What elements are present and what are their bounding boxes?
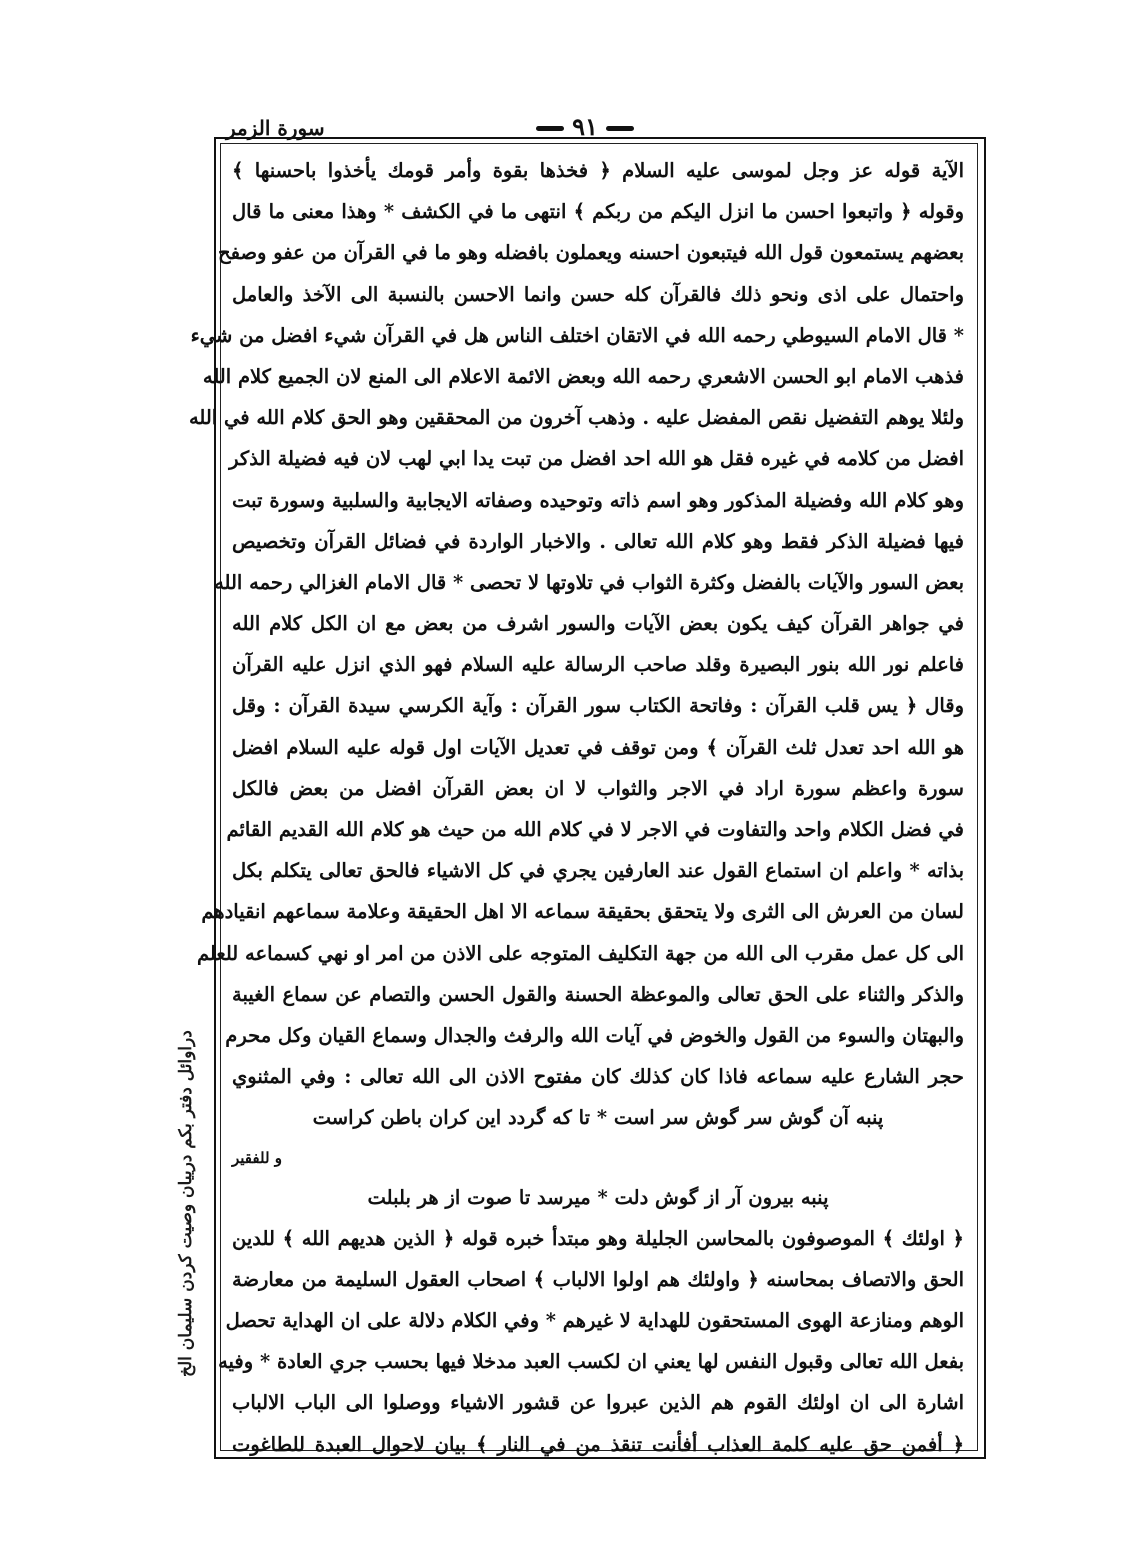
text-line: حجر الشارع عليه سماعه فاذا كان كذلك كان مفتوح الاذن الى الله تعالى : وفي المثنوي: [232, 1065, 964, 1089]
text-line: بفعل الله تعالى وقبول النفس لها يعني ان لكسب العبد مدخلا فيها بحسب جري العادة * وفيه: [218, 1350, 964, 1374]
text-line: فاعلم نور الله بنور البصيرة وقلد صاحب الرسالة عليه السلام فهو الذي انزل عليه القرآن: [232, 653, 964, 677]
text-line: الآية قوله عز وجل لموسى عليه السلام ﴿ فخذها بقوة وأمر قومك يأخذوا باحسنها ﴾: [232, 159, 964, 182]
margin-note: دراوائل دفتر بكم درييان وصيت كردن سليمان الخ: [176, 1030, 196, 1377]
text-line: بعضهم يستمعون قول الله فيتبعون احسنه ويعملون بافضله وهو ما في القرآن من عفو وصفح: [218, 241, 964, 265]
text-line: * قال الامام السيوطي رحمه الله في الاتقان اختلف الناس هل في القرآن شيء افضل من شيء: [190, 323, 964, 347]
verse-attribution: و للفقير: [232, 1148, 282, 1167]
text-line: فيها فضيلة الذكر فقط وهو كلام الله تعالى . والاخبار الواردة في فضائل القرآن وتخصيص: [232, 529, 964, 553]
text-line: بذاته * واعلم ان استماع القول عند العارفين يجري في كل الاشياء فالحق تعالى يتكلم بكل: [232, 859, 964, 883]
text-line: افضل من كلامه في غيره فقل هو الله احد افضل من تبت يدا ابي لهب لان فيه فضيلة الذكر: [229, 447, 964, 471]
text-line: الحق والاتصاف بمحاسنه ﴿ واولئك هم اولوا الالباب ﴾ اصحاب العقول السليمة من معارضة: [232, 1267, 964, 1291]
text-line: والبهتان والسوء من القول والخوض في آيات الله والرفث والجدال وسماع القيان وكل محرم: [225, 1023, 964, 1047]
text-line: ولئلا يوهم التفضيل نقص المفضل عليه . وذهب آخرون من المحققين وهو الحق كلام الله في الله: [188, 406, 964, 430]
page-number: ٩١: [520, 112, 650, 141]
text-line: فذهب الامام ابو الحسن الاشعري رحمه الله وبعض الائمة الاعلام الى المنع لان الجميع كلام الله: [202, 364, 964, 388]
text-line: وهو كلام الله وفضيلة المذكور وهو اسم ذاته وتوحيده وصفاته الايجابية والسلبية وسورة تبت: [232, 488, 964, 512]
verse-line: پنبه بيرون آر از گوش دلت * ميرسد تا صوت از هر بلبلت: [367, 1185, 829, 1209]
text-line: والذكر والثناء على الحق تعالى والموعظة الحسنة والقول الحسن والتصام عن سماع الغيبة: [232, 982, 964, 1006]
text-line: وقال ﴿ يس قلب القرآن : وفاتحة الكتاب سور القرآن : وآية الكرسي سيدة القرآن : وقل: [232, 694, 964, 718]
text-line: في جواهر القرآن كيف يكون بعض الآيات والسور اشرف من بعض مع ان الكل كلام الله: [232, 612, 964, 636]
text-line: وقوله ﴿ واتبعوا احسن ما انزل اليكم من ربكم ﴾ انتهى ما في الكشف * وهذا معنى ما قال: [232, 200, 964, 224]
text-line: ﴿ اولئك ﴾ الموصوفون بالمحاسن الجليلة وهو مبتدأ خبره قوله ﴿ الذين هديهم الله ﴾ للدين: [232, 1226, 964, 1250]
text-line: اشارة الى ان اولئك القوم هم الذين عبروا عن قشور الاشياء ووصلوا الى الباب الالباب: [232, 1391, 964, 1415]
text-body: [188, 150, 964, 1456]
text-line: ﴿ أفمن حق عليه كلمة العذاب أفأنت تنقذ من في النار ﴾ بيان لاحوال العبدة للطاغوت: [232, 1432, 964, 1456]
text-line: لسان من العرش الى الثرى ولا يتحقق بحقيقة سماعه الا اهل الحقيقة وعلامة سماعهم انقيادهم: [201, 900, 964, 924]
text-line: سورة واعظم سورة اراد في الاجر والثواب لا ان بعض القرآن افضل من بعض فالكل: [232, 776, 964, 800]
verse-line: پنبه آن گوش سر گوش سر است * تا كه گردد اين كران باطن كراست: [312, 1106, 884, 1130]
text-line: هو الله احد تعدل ثلث القرآن ﴾ ومن توقف في تعديل الآيات اول قوله عليه السلام افضل: [232, 735, 964, 759]
text-line: في فضل الكلام واحد والتفاوت في الاجر لا في كلام الله من حيث هو كلام الله القديم القائم: [226, 818, 964, 841]
text-line: الى كل عمل مقرب الى الله من جهة التكليف المتوجه على الاذن من امر او نهي كسماعه للعلم: [196, 941, 964, 965]
surah-title: سورة الزمر: [226, 116, 325, 140]
text-line: واحتمال على اذى ونحو ذلك فالقرآن كله حسن وانما الاحسن بالنسبة الى الآخذ والعامل: [232, 282, 964, 306]
text-line: بعض السور والآيات بالفضل وكثرة الثواب في تلاوتها لا تحصى * قال الامام الغزالي رحمه الله: [214, 570, 964, 594]
text-line: الوهم ومنازعة الهوى المستحقون للهداية لا غيرهم * وفي الكلام دلالة على ان الهداية تحصل: [225, 1309, 964, 1333]
